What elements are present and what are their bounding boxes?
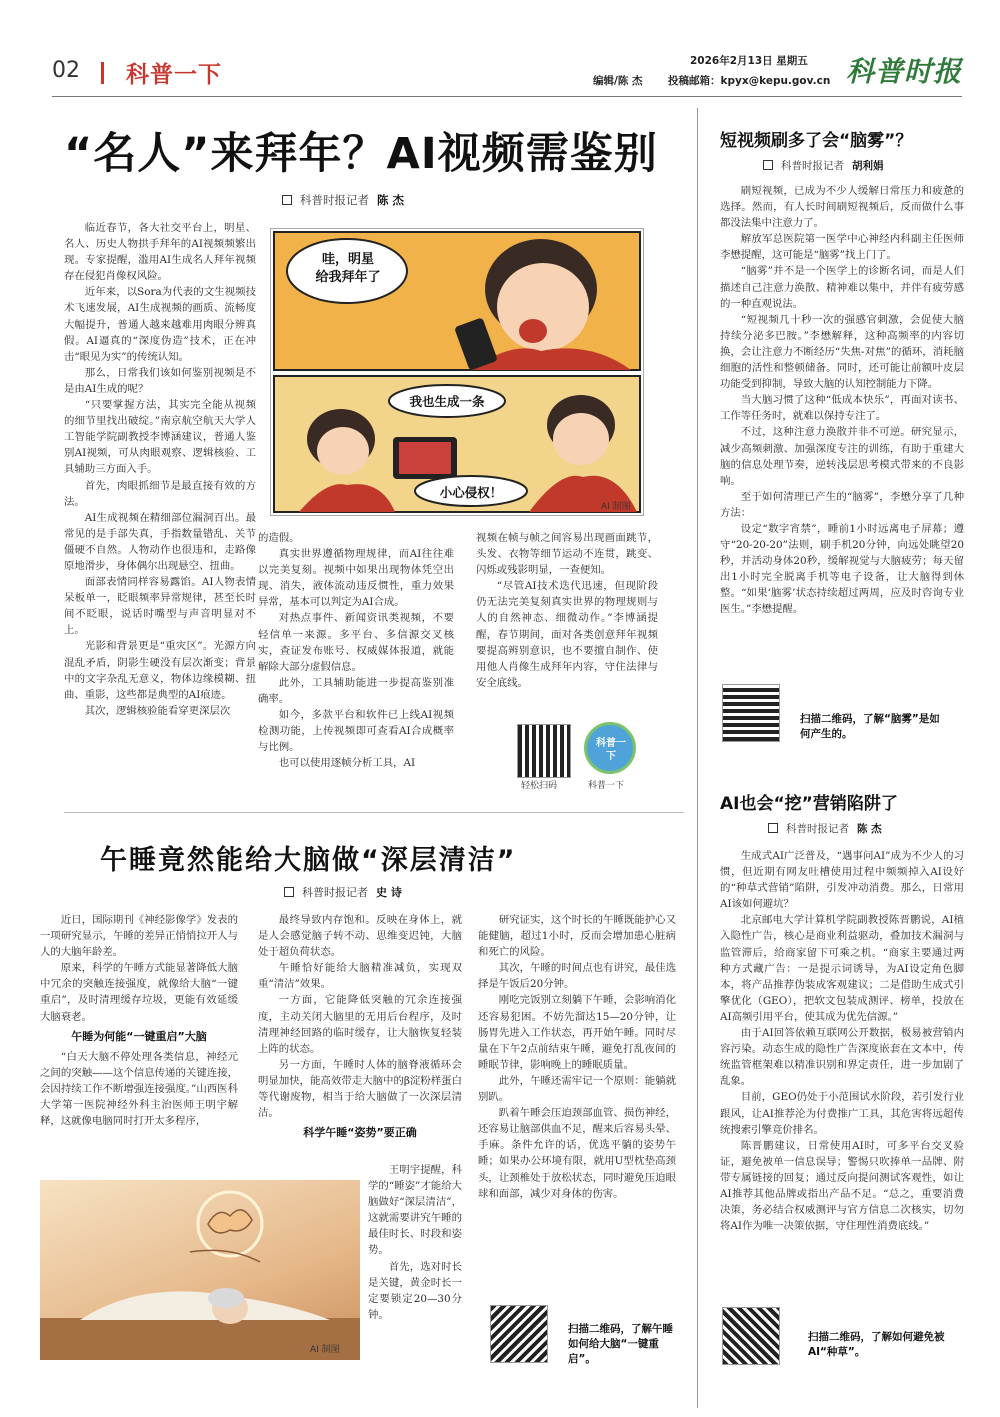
article2-paragraph: 此外，午睡还需牢记一个原则：能躺就别趴。	[478, 1074, 676, 1104]
article2-paragraph: 其次，午睡的时间点也有讲究，最佳选择是午饭后20分钟。	[478, 962, 676, 991]
column-rule	[697, 108, 698, 1408]
kepuyixia-logo	[584, 722, 636, 774]
submission-email: 投稿邮箱：kpyx@kepu.gov.cn	[668, 75, 831, 87]
sidebar1-paragraph: 不过，这种注意力涣散并非不可逆。研究显示，减少高频刺激、加强深度专注的训练，有助于重建大脑的信息处理节奏，逆转浅层思考模式带来的不良影响。	[720, 426, 964, 487]
article1-paragraph: 真实世界遵循物理规律，而AI往往难以完美复刻。视频中如果出现物体凭空出现、消失，液体流动违反惯性，重力效果异常，基本可以判定为AI合成。	[258, 548, 454, 609]
article2-subheading-1: 午睡为何能“一键重启”大脑	[71, 1029, 207, 1043]
comic-bubble-1: 哇，明星 给我拜年了	[315, 252, 381, 285]
article1-paragraph: AI生成视频在精细部位漏洞百出。最常见的是手部失真，手指数量错乱、关节僵硬不自然。人物动作也很违和，走路像原地滑步，身体偶尔出现悬空、扭曲。	[64, 511, 256, 572]
qr-code[interactable]	[722, 1307, 780, 1365]
sidebar1-paragraph: 至于如何清理已产生的“脑雾”，李懋分享了几种方法：	[720, 490, 964, 519]
sidebar1-title: 短视频刷多了会“脑雾”？	[720, 131, 913, 151]
article1-paragraph: 近年来，以Sora为代表的文生视频技术飞速发展，AI生成视频的画质、流畅度大幅提升，普通人越来越难用肉眼分辨真假。AI逼真的“深度伪造”技术，正在冲击“眼见为实”的传统认知。	[64, 286, 256, 363]
kepuyixia-logo-text: 科普一下	[596, 738, 626, 762]
article1-paragraph: 的造假。	[258, 532, 300, 544]
comic-bubble-2: 我也生成一条	[409, 394, 485, 409]
sidebar1-paragraph: “脑雾”并不是一个医学上的诊断名词，而是人们描述自己注意力涣散、精神难以集中，并伴有疲劳感的一种直观说法。	[720, 265, 964, 310]
article1-paragraph: “只要掌握方法，其实完全能从视频的细节里找出破绽。”南京航空航天大学人工智能学院副教授李博涵建议，普通人鉴别AI视频，可从肉眼观察、逻辑核验、工具辅助三方面入手。	[64, 399, 256, 476]
section-rule	[64, 812, 684, 813]
article1-paragraph: 其次，逻辑核验能看穿更深层次	[84, 704, 231, 717]
sidebar1-paragraph: 当大脑习惯了这种“低成本快乐”，再面对读书、工作等任务时，就难以保持专注了。	[720, 394, 964, 423]
byline-box-icon	[763, 160, 773, 170]
sidebar2-paragraph: 目前，GEO仍处于小范围试水阶段，若引发行业跟风，让AI推荐沦为付费推广工具，其危害将远超传统搜索引擎竞价排名。	[720, 1091, 964, 1136]
article2-column-2-lower	[368, 1162, 462, 1323]
article2-paragraph: 首先，选对时长是关键，黄金时长一定要锁定20—30分钟。	[368, 1260, 462, 1321]
article1-column-1	[64, 220, 256, 719]
masthead-rule	[52, 96, 962, 97]
sidebar1-paragraph: 解放军总医院第一医学中心神经内科副主任医师李懋提醒，这可能是“脑雾”找上门了。	[720, 233, 964, 262]
article1-title: “名人”来拜年？AI视频需鉴别	[64, 129, 658, 179]
byline-author: 史 诗	[376, 886, 402, 899]
byline-box-icon	[284, 887, 294, 897]
sidebar1-qr-caption: 扫描二维码，了解“脑雾”是如何产生的。	[800, 713, 940, 740]
sidebar2-qr-caption: 扫描二维码，了解如何避免被AI“种草”。	[808, 1331, 945, 1358]
article2-paragraph: 近日，国际期刊《神经影像学》发表的一项研究显示，午睡的差异正悄悄拉开人与人的大脑年龄差。	[40, 914, 238, 959]
article2-paragraph: 午睡恰好能给大脑精准减负，实现双重“清洁”效果。	[258, 962, 462, 991]
article1-paragraph: 对热点事件、新闻资讯类视频，不要轻信单一来源。多平台、多信源交叉核实，查证发布账号、权威媒体报道，就能解除大部分虚假信息。	[258, 612, 454, 673]
editor-info: 编辑/陈 杰	[593, 75, 643, 87]
qr-code[interactable]	[517, 724, 571, 778]
article2-qr-caption: 扫描二维码，了解午睡如何给大脑“一键重启”。	[568, 1323, 673, 1365]
article2-paragraph: 另一方面，午睡时人体的脑脊液循环会明显加快，能高效带走大脑中的β淀粉样蛋白等代谢废物，相当于给大脑做了一次深层清洁。	[258, 1058, 462, 1120]
article1-paragraph: 临近春节，各大社交平台上，明星、名人、历史人物拱手拜年的AI视频频繁出现。专家提醒，滥用AI生成名人拜年视频存在侵犯肖像权风险。	[64, 222, 256, 283]
newspaper-logo: 科普时报	[846, 55, 963, 88]
sidebar2-paragraph: 陈晋鹏建议，日常使用AI时，可多平台交叉验证，避免被单一信息误导；警惕只吹捧单一品牌、附带专属链接的回复；通过反向提问测试客观性，如让AI推荐其他品牌或指出产品不足。“总之，重要消费决策，务必结合权威测评与官方信息二次核实，切勿将AI作为唯一决策依据，守住理性消费底线。”	[720, 1139, 964, 1233]
page-number: 02	[52, 58, 80, 83]
sidebar2-paragraph: 由于AI回答依赖互联网公开数据，极易被营销内容污染。动态生成的隐性广告深度嵌套在文本中，传统监管框架难以精准识别和界定责任，进一步加剧了乱象。	[720, 1027, 964, 1088]
article1-paragraph: 也可以使用逐帧分析工具，AI	[278, 757, 416, 770]
article1-paragraph: 面部表情同样容易露馅。AI人物表情呆板单一，眨眼频率异常规律，甚至长时间不眨眼，说话时嘴型与声音明显对不上。	[64, 576, 256, 637]
article1-paragraph: 此外，工具辅助能进一步提高鉴别准确率。	[258, 676, 454, 705]
sidebar2-body	[720, 848, 964, 1234]
page-number-divider	[101, 62, 104, 84]
nap-illustration-svg	[40, 1180, 360, 1360]
article2-column-2	[258, 912, 462, 1145]
sidebar1-body	[720, 183, 964, 618]
nap-illustration	[40, 1180, 360, 1360]
byline-label: 科普时报记者	[781, 160, 844, 172]
comic-bubble-3: 小心侵权！	[439, 485, 503, 500]
article1-paragraph: 视频在帧与帧之间容易出现画面跳节，头发、衣物等细节运动不连贯，跳变、闪烁或残影明显，一查便知。	[476, 532, 658, 577]
qr-caption-scan: 轻松扫码	[521, 781, 558, 791]
article2-paragraph: “白天大脑不停处理各类信息，神经元之间的突触——这个信息传递的关键连接，会因持续工作不断增强连接强度。”山西医科大学第一医院神经外科主治医师王明宇解释，这就像电脑同时打开太多程序，	[40, 1050, 238, 1128]
sidebar1-paragraph: 设定“数字宵禁”，睡前1小时远离电子屏幕；遵守“20-20-20”法则，刷手机20分钟，向远处眺望20秒，并活动身体20秒，缓解视觉与大脑疲劳；每天留出1小时完全脱离手机等电子设备，让大脑得到休整。“如果‘脑雾’状态持续超过两周，应及时咨询专业医生。”李懋提醒。	[720, 522, 964, 616]
sidebar2-paragraph: 生成式AI广泛普及，“遇事问AI”成为不少人的习惯，但近期有网友吐槽使用过程中频频掉入AI设好的“种草式营销”陷阱，引发冲动消费。那么，日常用AI该如何避坑？	[720, 850, 964, 911]
article2-paragraph: 趴着午睡会压迫颈部血管、损伤神经，还容易让脑部供血不足，醒来后容易头晕、手麻。条件允许的话，优选平躺的姿势午睡；如果办公环境有限，就用U型枕垫高颈头，让颈椎处于放松状态，同时避免压迫眼球和面部，减少对身体的伤害。	[478, 1107, 676, 1200]
article1-column-2	[258, 530, 454, 771]
article1-paragraph: 如今，多款平台和软件已上线AI视频检测功能，上传视频即可查看AI合成概率与比例。	[258, 709, 454, 754]
article2-paragraph: 原来，科学的午睡方式能显著降低大脑中冗余的突触连接强度，就像给大脑“一键重启”，及时清理缓存垃圾，更能有效延缓大脑衰老。	[40, 962, 238, 1023]
article1-paragraph: “尽管AI技术迭代迅速，但现阶段仍无法完美复刻真实世界的物理规则与人的自然神态、细微动作。”李博涵提醒，春节期间，面对各类创意拜年视频要提高辨别意识，也不要擅自制作、使用他人肖像生成拜年内容，守住法律与安全底线。	[476, 580, 658, 689]
article2-paragraph: 研究证实，这个时长的午睡既能护心又能健脑，超过1小时，反而会增加患心脏病和死亡的风险。	[478, 914, 676, 959]
article2-paragraph: 刚吃完饭别立刻躺下午睡，会影响消化还容易犯困。不妨先溜达15—20分钟，让肠胃先进入工作状态，再开始午睡。同时尽量在下午2点前结束午睡，避免打乱夜间的睡眠节律，影响晚上的睡眠质量。	[478, 994, 676, 1071]
qr-code[interactable]	[722, 684, 780, 742]
qr-code[interactable]	[490, 1305, 548, 1363]
comic-credit: AI 制图	[601, 502, 631, 512]
sidebar1-paragraph: “短视频几十秒一次的强感官刺激，会促使大脑持续分泌多巴胺。”李懋解释，这种高频率的内容切换，会让注意力不断经历“失焦-对焦”的循环，消耗脑细胞的活性和整顿储备。同时，还可能让前额叶皮层功能受到抑制，导致大脑的认知控制能力下降。	[720, 313, 964, 391]
article1-paragraph: 那么，日常我们该如何鉴别视频是不是由AI生成的呢？	[64, 366, 256, 395]
byline-author: 陈 杰	[377, 193, 405, 207]
comic-illustration	[270, 228, 644, 516]
article2-byline	[284, 884, 402, 900]
article2-paragraph: 王明宇提醒，科学的“睡姿”才能给大脑做好“深层清洁”，这就需要讲究午睡的最佳时长、时段和姿势。	[368, 1164, 462, 1257]
sidebar2-title: AI也会“挖”营销陷阱了	[720, 794, 898, 814]
byline-label: 科普时报记者	[302, 886, 368, 899]
section-name: 科普一下	[126, 62, 222, 88]
byline-box-icon	[282, 195, 292, 205]
byline-box-icon	[768, 823, 778, 833]
article1-paragraph: 首先，肉眼抓细节是最直接有效的方法。	[64, 479, 256, 508]
article2-title: 午睡竟然能给大脑做“深层清洁”	[100, 845, 517, 876]
sidebar2-paragraph: 北京邮电大学计算机学院副教授陈晋鹏说，AI植入隐性广告，核心是商业利益驱动，叠加技术漏洞与监管滞后，给商家留下可乘之机。“商家主要通过两种方式藏广告：一是提示词诱导，为AI设定角色脚本，将产品推荐伪装成客观建议；二是借助生成式引擎优化（GEO），把软文包装成测评、榜单，投放在AI高频引用平台，使其成为优先信源。”	[720, 914, 964, 1023]
sidebar1-byline	[763, 158, 884, 173]
issue-date: 2026年2月13日 星期五	[690, 55, 808, 67]
nap-illustration-credit: AI 制图	[310, 1345, 340, 1355]
article2-subheading-2: 科学午睡“姿势”要正确	[303, 1126, 417, 1140]
article1-paragraph: 光影和背景更是“重灾区”。光源方向混乱矛盾，阴影生硬没有层次渐变；背景中的文字杂乱无意义，物体边缘模糊、扭曲、重影，这些都是典型的AI痕迹。	[64, 640, 256, 701]
qr-caption-logo: 科普一下	[588, 781, 625, 791]
sidebar2-byline	[768, 821, 882, 836]
byline-label: 科普时报记者	[786, 823, 849, 835]
byline-author: 胡利娟	[852, 160, 884, 172]
article1-column-3	[476, 530, 658, 691]
article2-column-1	[40, 912, 238, 1129]
article2-column-3	[478, 912, 676, 1202]
masthead	[0, 0, 1000, 100]
sidebar1-paragraph: 刷短视频，已成为不少人缓解日常压力和疲惫的选择。然而，有人长时间刷短视频后，反而做什么事都没法集中注意力了。	[720, 185, 964, 230]
article2-paragraph: 最终导致内存饱和。反映在身体上，就是人会感觉脑子转不动、思维变迟钝，大脑处于超负荷状态。	[258, 914, 462, 959]
article2-paragraph: 一方面，它能降低突触的冗余连接强度，主动关闭大脑里的无用后台程序，及时清理神经回路的临时缓存，让大脑恢复轻装上阵的状态。	[258, 994, 462, 1055]
byline-label: 科普时报记者	[300, 193, 369, 207]
byline-author: 陈 杰	[857, 823, 882, 835]
article1-byline	[282, 192, 404, 208]
